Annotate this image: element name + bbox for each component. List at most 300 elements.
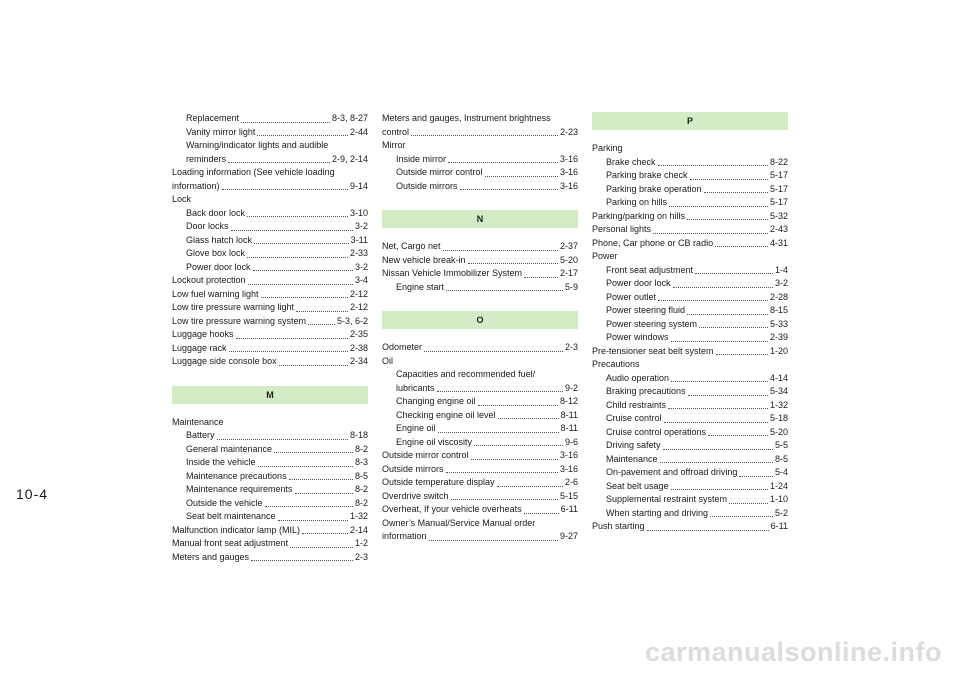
entry-page-ref: 3-16 (559, 180, 578, 191)
index-entry (592, 426, 788, 440)
entry-page-ref: 2-6 (564, 477, 578, 487)
dot-leader (471, 459, 558, 460)
index-entry (382, 180, 578, 194)
index-entry (382, 476, 578, 490)
dot-leader (497, 486, 563, 487)
index-entry (592, 466, 788, 480)
entry-term: Outside mirrors (396, 180, 458, 191)
entry-page-ref: 5-2 (774, 507, 788, 518)
index-entry (172, 456, 368, 470)
dot-leader (254, 243, 349, 244)
entry-term: Glove box lock (186, 248, 246, 258)
entry-term: Front seat adjustment (606, 264, 694, 275)
index-entry (592, 277, 788, 291)
entry-page-ref: 8-22 (769, 156, 788, 167)
dot-leader (739, 476, 773, 477)
entry-page-ref: 3-2 (774, 278, 788, 288)
entry-term: Push starting (592, 521, 645, 531)
index-entry (172, 153, 368, 167)
dot-leader (446, 290, 563, 291)
dot-leader (258, 466, 353, 467)
dot-leader (671, 489, 768, 490)
dot-leader (690, 179, 768, 180)
index-entry (172, 234, 368, 248)
dot-leader (671, 381, 768, 382)
entry-page-ref: 8-2 (354, 497, 368, 508)
entry-term: Seat belt maintenance (186, 511, 276, 521)
dot-leader (251, 560, 353, 561)
dot-leader (451, 499, 558, 500)
entry-page-ref: 5-20 (559, 254, 578, 265)
index-entry (592, 304, 788, 318)
section-header-m: M (172, 386, 368, 404)
index-entry (382, 436, 578, 450)
entry-page-ref: 3-4 (354, 275, 368, 285)
entry-page-ref: 2-39 (769, 332, 788, 342)
index-entry (172, 470, 368, 484)
entry-page-ref: 5-34 (769, 386, 788, 396)
dot-leader (485, 176, 558, 177)
entry-term: Parking brake operation (606, 183, 702, 194)
entry-page-ref: 3-16 (559, 167, 578, 177)
entry-term: Braking precautions (606, 386, 686, 396)
entry-term: Overdrive switch (382, 490, 449, 501)
index-entry (592, 196, 788, 210)
index-entry (172, 315, 368, 329)
entry-page-ref: 5-4 (774, 467, 788, 477)
dot-leader (729, 503, 768, 504)
entry-page-ref: 9-6 (564, 436, 578, 447)
entry-page-ref: 6-11 (560, 504, 578, 514)
entry-page-ref: 8-15 (769, 305, 788, 315)
entry-page-ref: 8-2 (354, 443, 368, 454)
entry-term: Vanity mirror light (186, 126, 256, 137)
entry-term: Child restraints (606, 399, 667, 410)
entry-term: Manual front seat adjustment (172, 538, 289, 548)
entry-term: Pre-tensioner seat belt system (592, 345, 714, 356)
dot-leader (279, 365, 348, 366)
entry-term: Malfunction indicator lamp (MIL) (172, 524, 301, 535)
dot-leader (468, 263, 558, 264)
index-entry (592, 237, 788, 251)
index-heading-text: Power (592, 251, 618, 261)
index-entry (592, 507, 788, 521)
entry-term: Maintenance precautions (186, 470, 287, 481)
entry-term: Seat belt usage (606, 480, 669, 491)
entry-page-ref: 2-44 (349, 126, 368, 137)
index-entry (172, 180, 368, 194)
watermark: carmanualsonline.info (644, 637, 942, 667)
entry-term: Parking brake check (606, 170, 688, 180)
index-entry (172, 328, 368, 342)
dot-leader (231, 230, 353, 231)
entry-page-ref: 5-33 (769, 318, 788, 329)
entry-page-ref: 2-43 (769, 224, 788, 234)
entry-page-ref: 9-2 (564, 382, 578, 393)
index-entry (382, 382, 578, 396)
entry-page-ref: 5-18 (769, 413, 788, 423)
entry-term: Low tire pressure warning system (172, 315, 307, 326)
entry-page-ref: 8-11 (560, 409, 578, 420)
index-entry (172, 355, 368, 369)
index-entry (382, 409, 578, 423)
dot-leader (295, 493, 353, 494)
entry-term: Maintenance requirements (186, 484, 293, 494)
entry-page-ref: 4-31 (769, 237, 788, 248)
dot-leader (265, 506, 353, 507)
index-entry (592, 318, 788, 332)
index-entry (172, 551, 368, 565)
entry-term: Low tire pressure warning light (172, 302, 295, 312)
entry-page-ref: 8-18 (349, 430, 368, 440)
dot-leader (236, 338, 348, 339)
entry-page-ref: 2-38 (349, 342, 368, 353)
index-entry (592, 156, 788, 170)
entry-term: Odometer (382, 342, 423, 352)
index-heading-text: Oil (382, 355, 393, 366)
dot-leader (687, 219, 768, 220)
dot-leader (247, 257, 348, 258)
entry-page-ref: 8-12 (559, 396, 578, 406)
dot-leader (658, 300, 768, 301)
index-entry (592, 480, 788, 494)
entry-page-ref: 2-17 (559, 268, 578, 278)
entry-term: General maintenance (186, 443, 273, 454)
entry-term: Outside mirrors (382, 463, 444, 474)
entry-page-ref: 1-32 (769, 399, 788, 410)
entry-term: Nissan Vehicle Immobilizer System (382, 268, 523, 278)
dot-leader (437, 391, 563, 392)
index-entry (382, 166, 578, 180)
index-entry (172, 483, 368, 497)
dot-leader (290, 547, 353, 548)
dot-leader (658, 165, 768, 166)
entry-term: lubricants (396, 382, 435, 393)
entry-term: information) (172, 180, 220, 191)
entry-term: Parking on hills (606, 197, 668, 207)
entry-page-ref: 8-5 (354, 470, 368, 481)
section-header-o: O (382, 311, 578, 329)
entry-term: Maintenance (606, 453, 658, 464)
entry-term: reminders (186, 153, 227, 164)
index-entry (592, 183, 788, 197)
entry-term: Lockout protection (172, 275, 246, 285)
dot-leader (229, 351, 348, 352)
entry-page-ref: 2-34 (349, 356, 368, 366)
dot-leader (241, 122, 330, 123)
entry-term: Battery (186, 430, 215, 440)
entry-term: Cruise control (606, 413, 662, 423)
entry-page-ref: 8-2 (354, 484, 368, 494)
dot-leader (217, 439, 348, 440)
dot-leader (411, 135, 558, 136)
entry-page-ref: 2-37 (559, 241, 578, 251)
index-entry (592, 345, 788, 359)
page-number: 10-4 (16, 486, 49, 502)
entry-page-ref: 8-11 (560, 423, 578, 433)
dot-leader (708, 435, 768, 436)
entry-page-ref: 1-20 (769, 345, 788, 356)
dot-leader (257, 135, 348, 136)
entry-term: Overheat, If your vehicle overheats (382, 504, 522, 514)
entry-page-ref: 2-9, 2-14 (331, 153, 368, 164)
entry-page-ref: 2-3 (354, 551, 368, 562)
index-heading-text: Lock (172, 194, 192, 204)
entry-term: Phone, Car phone or CB radio (592, 237, 714, 248)
index-entry (172, 510, 368, 524)
index-heading-text: Mirror (382, 140, 406, 150)
dot-leader (302, 533, 348, 534)
index-column-2 (382, 112, 578, 544)
dot-leader (524, 513, 559, 514)
entry-page-ref: 3-16 (559, 463, 578, 474)
entry-term: Replacement (186, 113, 240, 123)
index-entry (172, 524, 368, 538)
entry-term: Audio operation (606, 372, 670, 383)
entry-page-ref: 3-10 (349, 207, 368, 218)
entry-term: Meters and gauges (172, 551, 250, 562)
index-entry (172, 247, 368, 261)
index-entry (382, 463, 578, 477)
dot-leader (699, 327, 768, 328)
dot-leader (660, 462, 773, 463)
index-entry (172, 497, 368, 511)
index-entry (382, 503, 578, 517)
index-heading-text: Loading information (See vehicle loading (172, 167, 335, 177)
index-heading-text: Owner’s Manual/Service Manual order (382, 517, 536, 528)
entry-term: Back door lock (186, 207, 246, 218)
index-entry (172, 261, 368, 275)
entry-page-ref: 2-14 (349, 524, 368, 535)
entry-page-ref: 5-20 (769, 426, 788, 437)
index-entry (592, 291, 788, 305)
entry-page-ref: 3-2 (354, 261, 368, 272)
index-entry (382, 395, 578, 409)
index-entry (172, 207, 368, 221)
entry-page-ref: 5-17 (769, 170, 788, 180)
index-entry (382, 449, 578, 463)
entry-page-ref: 1-2 (354, 538, 368, 548)
dot-leader (498, 418, 559, 419)
entry-term: Driving safety (606, 440, 661, 450)
index-entry (382, 126, 578, 140)
dot-leader (668, 408, 768, 409)
dot-leader (710, 516, 773, 517)
entry-term: Luggage side console box (172, 356, 277, 366)
dot-leader (247, 216, 348, 217)
entry-term: Outside the vehicle (186, 497, 263, 508)
entry-page-ref: 2-35 (349, 329, 368, 339)
index-entry (382, 153, 578, 167)
entry-term: Power steering fluid (606, 305, 686, 315)
index-heading-text: Capacities and recommended fuel/ (396, 369, 536, 379)
entry-term: Cruise control operations (606, 426, 707, 437)
index-heading-text: Maintenance (172, 416, 224, 427)
entry-term: Brake check (606, 156, 656, 167)
entry-term: Power door lock (186, 261, 251, 272)
dot-leader (308, 324, 335, 325)
index-entry (382, 254, 578, 268)
dot-leader (446, 472, 558, 473)
index-entry (592, 412, 788, 426)
dot-leader (460, 189, 558, 190)
index-entry (592, 453, 788, 467)
entry-page-ref: 3-11 (350, 234, 368, 245)
entry-term: Outside mirror control (396, 167, 483, 177)
entry-term: Power outlet (606, 291, 657, 302)
entry-page-ref: 3-16 (559, 153, 578, 164)
section-header-p: P (592, 112, 788, 130)
dot-leader (478, 405, 558, 406)
entry-term: Outside mirror control (382, 450, 469, 460)
entry-page-ref: 6-11 (770, 521, 788, 531)
dot-leader (695, 273, 773, 274)
index-entry (382, 281, 578, 295)
index-entry (172, 274, 368, 288)
entry-page-ref: 5-5 (774, 440, 788, 450)
dot-leader (716, 354, 768, 355)
entry-term: Changing engine oil (396, 396, 476, 406)
entry-page-ref: 8-3 (354, 457, 368, 467)
entry-term: New vehicle break-in (382, 254, 466, 265)
entry-page-ref: 2-33 (349, 248, 368, 258)
dot-leader (253, 270, 353, 271)
entry-term: Power windows (606, 332, 669, 342)
entry-term: Power door lock (606, 278, 671, 288)
entry-term: Personal lights (592, 224, 652, 234)
dot-leader (424, 351, 563, 352)
entry-term: Inside the vehicle (186, 457, 256, 467)
index-entry (592, 385, 788, 399)
dot-leader (669, 206, 768, 207)
dot-leader (688, 395, 768, 396)
dot-leader (647, 530, 769, 531)
entry-page-ref: 5-9 (564, 281, 578, 292)
entry-page-ref: 2-12 (349, 302, 368, 312)
entry-page-ref: 8-5 (774, 453, 788, 464)
dot-leader (704, 192, 768, 193)
entry-term: Glass hatch lock (186, 234, 253, 245)
index-entry (382, 530, 578, 544)
entry-page-ref: 2-12 (349, 288, 368, 299)
index-heading-text: Meters and gauges, Instrument brightness (382, 113, 551, 123)
entry-page-ref: 1-32 (349, 511, 368, 521)
entry-page-ref: 4-14 (769, 372, 788, 383)
entry-term: Door locks (186, 221, 229, 231)
dot-leader (274, 452, 353, 453)
entry-term: Low fuel warning light (172, 288, 259, 299)
index-entry (172, 112, 368, 126)
entry-page-ref: 2-3 (564, 342, 578, 352)
entry-page-ref: 2-28 (769, 291, 788, 302)
index-heading-text: Precautions (592, 359, 640, 369)
dot-leader (687, 314, 768, 315)
dot-leader (448, 162, 558, 163)
entry-term: Supplemental restraint system (606, 494, 728, 504)
entry-page-ref: 1-24 (769, 480, 788, 491)
index-entry (172, 443, 368, 457)
index-entry (592, 210, 788, 224)
entry-term: information (382, 531, 427, 541)
index-entry (592, 399, 788, 413)
entry-term: Power steering system (606, 318, 698, 329)
index-column-3 (592, 112, 788, 534)
index-entry (172, 220, 368, 234)
dot-leader (671, 341, 768, 342)
index-entry (592, 520, 788, 534)
dot-leader (673, 287, 773, 288)
index-entry (382, 240, 578, 254)
entry-term: Luggage hooks (172, 329, 234, 339)
entry-page-ref: 2-23 (559, 126, 578, 137)
entry-term: Luggage rack (172, 342, 227, 353)
index-entry (592, 372, 788, 386)
index-entry (592, 331, 788, 345)
entry-page-ref: 3-16 (559, 450, 578, 460)
index-entry (382, 267, 578, 281)
dot-leader (261, 297, 348, 298)
entry-term: Checking engine oil level (396, 409, 496, 420)
index-entry (592, 169, 788, 183)
entry-page-ref: 5-15 (559, 490, 578, 501)
entry-term: Net, Cargo net (382, 241, 441, 251)
index-entry (172, 537, 368, 551)
index-entry (592, 223, 788, 237)
index-entry (382, 422, 578, 436)
dot-leader (296, 311, 348, 312)
dot-leader (222, 189, 348, 190)
dot-leader (474, 445, 563, 446)
index-entry (172, 301, 368, 315)
dot-leader (715, 246, 768, 247)
dot-leader (228, 162, 330, 163)
entry-term: Engine oil viscosity (396, 436, 473, 447)
index-entry (172, 429, 368, 443)
index-entry (172, 126, 368, 140)
entry-page-ref: 1-10 (769, 494, 788, 504)
entry-page-ref: 9-14 (349, 180, 368, 191)
entry-page-ref: 5-17 (769, 183, 788, 194)
index-entry (382, 490, 578, 504)
entry-term: Engine oil (396, 423, 436, 433)
dot-leader (289, 479, 353, 480)
entry-term: On-pavement and offroad driving (606, 467, 738, 477)
entry-page-ref: 5-17 (769, 197, 788, 207)
entry-page-ref: 9-27 (559, 531, 578, 541)
index-heading-text: Warning/indicator lights and audible (186, 140, 329, 150)
dot-leader (438, 432, 559, 433)
index-entry (592, 493, 788, 507)
dot-leader (663, 449, 773, 450)
entry-page-ref: 3-2 (354, 221, 368, 231)
dot-leader (278, 520, 348, 521)
entry-term: Engine start (396, 281, 445, 292)
entry-page-ref: 8-3, 8-27 (331, 113, 368, 123)
entry-page-ref: 1-4 (774, 264, 788, 275)
dot-leader (524, 277, 558, 278)
entry-term: Parking/parking on hills (592, 210, 686, 221)
index-entry (382, 341, 578, 355)
dot-leader (653, 233, 768, 234)
entry-term: Outside temperature display (382, 477, 495, 487)
index-heading-text: Parking (592, 143, 623, 153)
index-entry (172, 342, 368, 356)
entry-term: Inside mirror (396, 153, 447, 164)
index-entry (592, 264, 788, 278)
entry-term: When starting and driving (606, 507, 709, 518)
index-entry (172, 288, 368, 302)
index-entry (592, 439, 788, 453)
